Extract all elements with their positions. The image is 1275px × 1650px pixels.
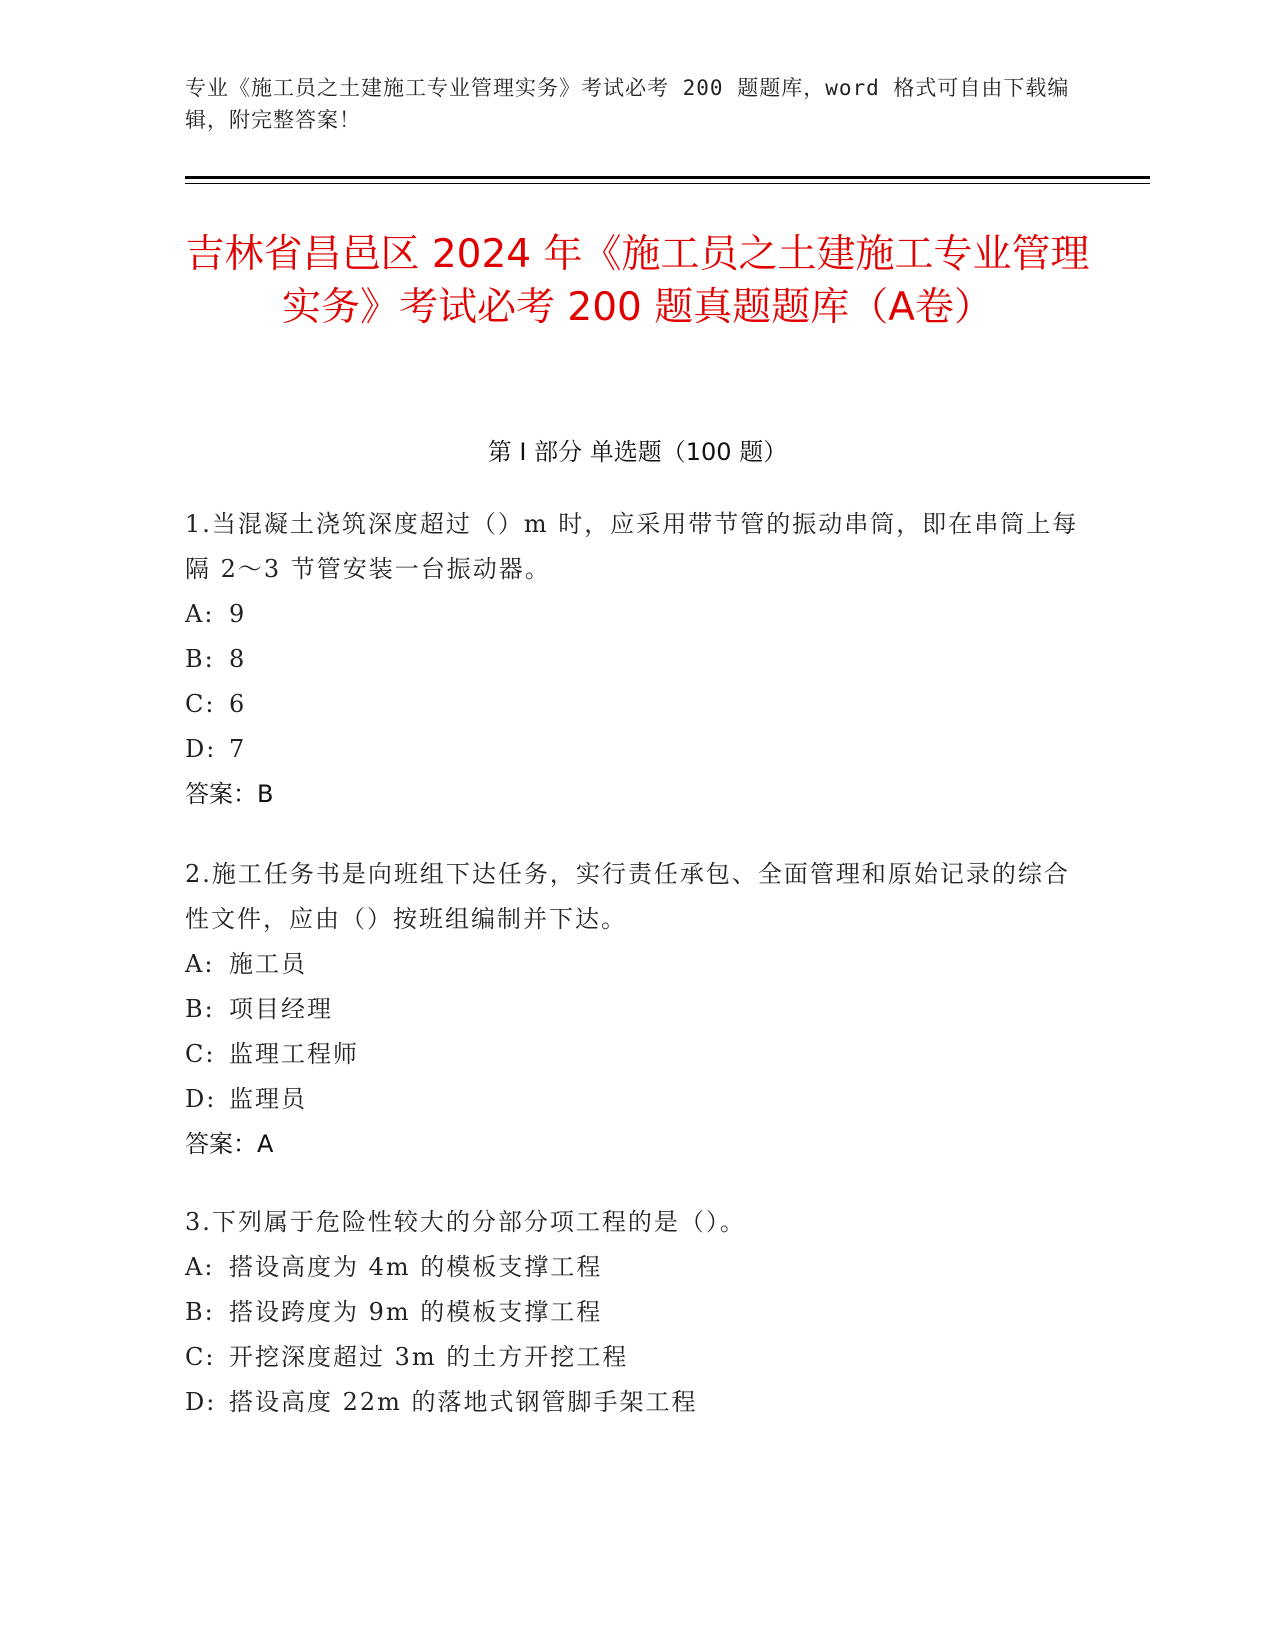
option-key: D: (185, 735, 217, 763)
option-d (185, 727, 1085, 772)
option-text: 6 (229, 690, 247, 718)
option-text: 施工员 (229, 950, 307, 978)
option-key: A: (185, 600, 215, 628)
option-key: D: (185, 1388, 217, 1416)
option-d (185, 1380, 1085, 1425)
option-text: 监理员 (229, 1085, 307, 1113)
option-a (185, 592, 1085, 637)
question-stem: 1.当混凝土浇筑深度超过（）m 时，应采用带节管的振动串筒，即在串筒上每隔 2～3 节管安装一台振动器。 (185, 510, 1079, 583)
header-divider-thin (185, 183, 1150, 184)
question-2 (185, 852, 1085, 1167)
option-key: C: (185, 690, 216, 718)
option-text: 7 (229, 735, 247, 763)
option-text: 开挖深度超过 3m 的土方开挖工程 (229, 1343, 629, 1371)
option-c (185, 1335, 1085, 1380)
header-note: 专业《施工员之土建施工专业管理实务》考试必考 200 题题库，word 格式可自由下载编辑，附完整答案！ (185, 76, 1070, 132)
section-title: 第 I 部分 单选题（100 题） (487, 438, 788, 466)
question-stem: 3.下列属于危险性较大的分部分项工程的是（）。 (185, 1208, 746, 1236)
option-key: B: (185, 1298, 215, 1326)
option-c (185, 682, 1085, 727)
option-key: A: (185, 950, 215, 978)
option-key: B: (185, 645, 215, 673)
header-divider-thick (185, 176, 1150, 179)
option-d (185, 1077, 1085, 1122)
option-key: B: (185, 995, 215, 1023)
answer: 答案：A (185, 1130, 274, 1158)
option-key: C: (185, 1040, 216, 1068)
option-key: C: (185, 1343, 216, 1371)
option-text: 9 (229, 600, 247, 628)
option-text: 搭设高度 22m 的落地式钢管脚手架工程 (229, 1388, 698, 1416)
option-text: 搭设高度为 4m 的模板支撑工程 (229, 1253, 603, 1281)
option-b (185, 1290, 1085, 1335)
option-text: 搭设跨度为 9m 的模板支撑工程 (229, 1298, 603, 1326)
question-1 (185, 502, 1085, 817)
option-text: 8 (229, 645, 247, 673)
option-key: D: (185, 1085, 217, 1113)
answer: 答案：B (185, 780, 274, 808)
document-title: 吉林省昌邑区 2024 年《施工员之土建施工专业管理实务》考试必考 200 题真题题库（A卷） (185, 232, 1090, 330)
option-a (185, 1245, 1085, 1290)
option-text: 项目经理 (229, 995, 333, 1023)
question-3 (185, 1200, 1085, 1425)
option-a (185, 942, 1085, 987)
option-c (185, 1032, 1085, 1077)
option-text: 监理工程师 (229, 1040, 359, 1068)
option-key: A: (185, 1253, 215, 1281)
question-stem: 2.施工任务书是向班组下达任务，实行责任承包、全面管理和原始记录的综合性文件，应由（）按班组编制并下达。 (185, 860, 1070, 933)
option-b (185, 987, 1085, 1032)
option-b (185, 637, 1085, 682)
